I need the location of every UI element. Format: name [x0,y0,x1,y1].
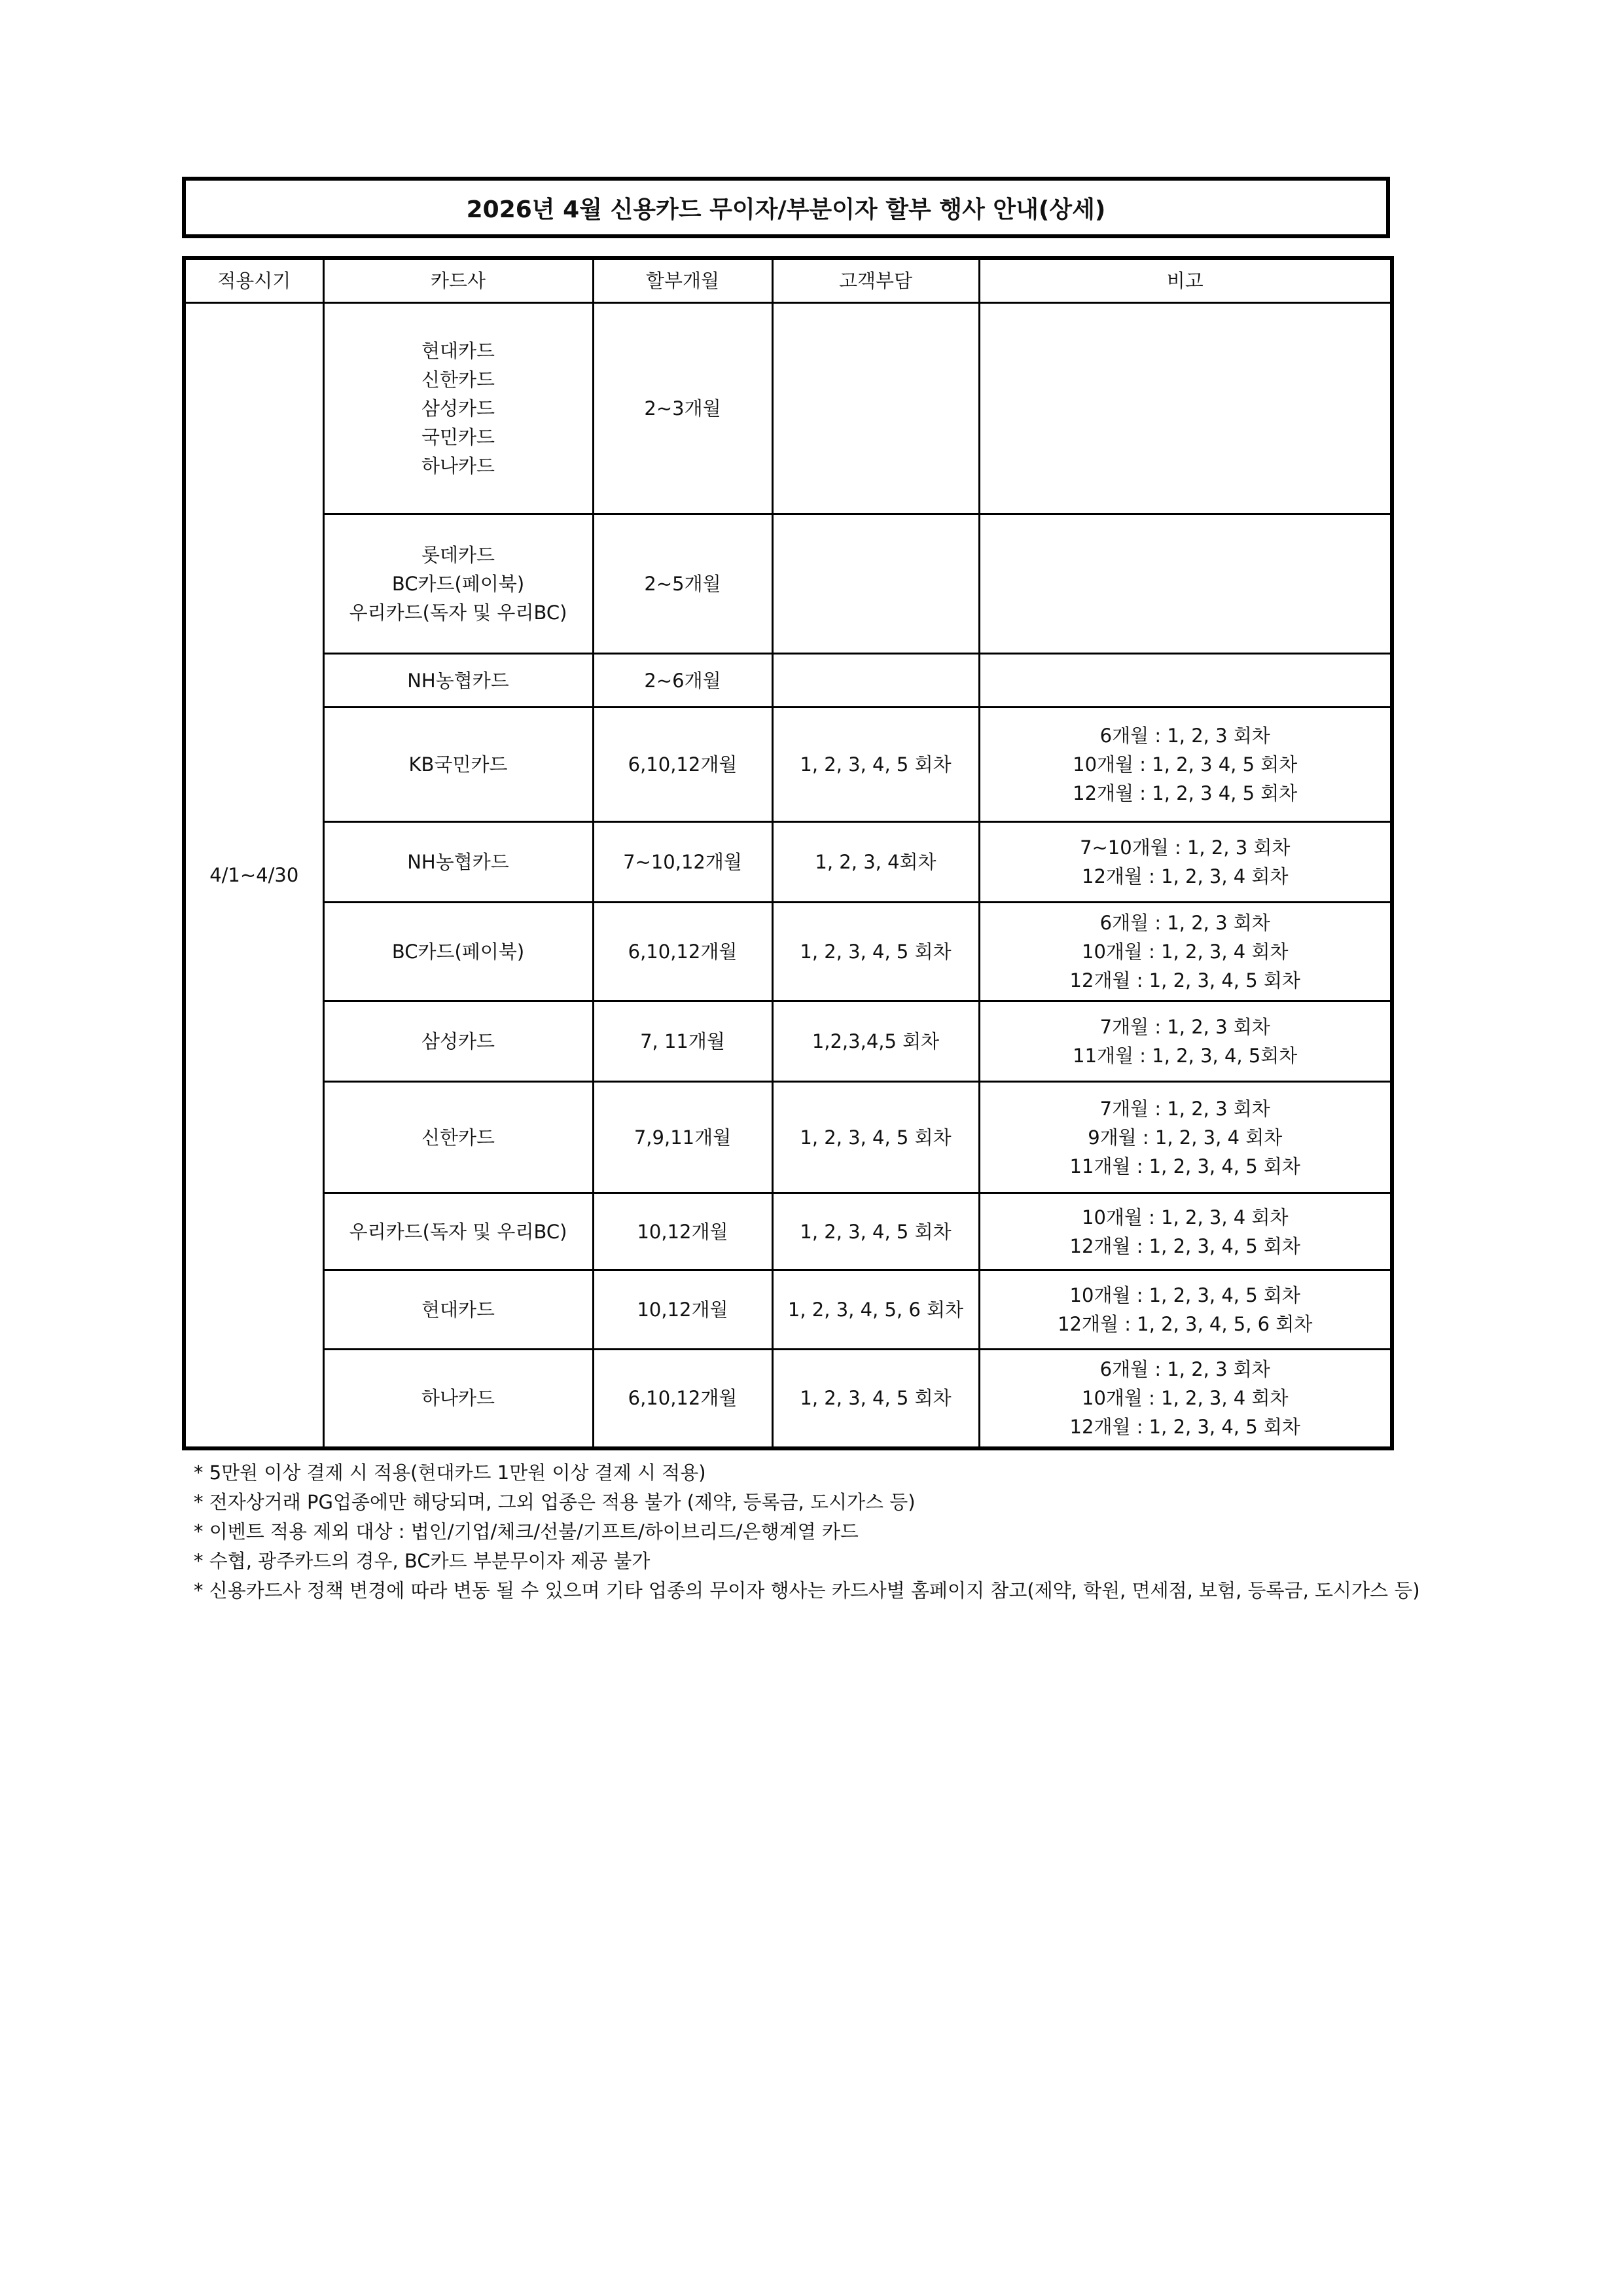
header-customer-burden: 고객부담 [772,258,979,303]
footnote-line: * 수협, 광주카드의 경우, BC카드 부분무이자 제공 불가 [194,1550,651,1572]
header-remarks: 비고 [979,258,1392,303]
remark-line: 6개월 : 1, 2, 3 회차 [1099,725,1270,747]
card-company-cell [323,1001,593,1082]
card-company-name: NH농협카드 [407,669,509,692]
remark-line: 10개월 : 1, 2, 3, 4 회차 [1082,1206,1289,1229]
installment-months-cell: 2~6개월 [593,654,772,708]
customer-burden-cell: 1, 2, 3, 4, 5 회차 [772,903,979,1001]
card-company-cell [323,1082,593,1193]
customer-burden-cell [772,303,979,514]
table-row [184,1193,1392,1270]
card-company-name: BC카드(페이북) [391,941,525,963]
remarks-cell [979,708,1392,822]
installment-table [182,256,1394,1450]
installment-months-cell: 2~5개월 [593,514,772,654]
remark-line: 12개월 : 1, 2, 3 4, 5 회차 [1073,782,1298,804]
remarks-cell [979,1350,1392,1448]
table-row [184,822,1392,903]
table-body [184,303,1392,1448]
remarks-cell [979,822,1392,903]
card-company-name: 현대카드 [421,340,495,362]
customer-burden-cell: 1, 2, 3, 4, 5 회차 [772,708,979,822]
card-company-name: KB국민카드 [408,753,508,776]
remark-line: 7~10개월 : 1, 2, 3 회차 [1080,836,1291,859]
remark-line: 10개월 : 1, 2, 3 4, 5 회차 [1073,753,1298,776]
card-company-name: 현대카드 [421,1299,495,1321]
remark-line: 10개월 : 1, 2, 3, 4 회차 [1082,941,1289,963]
installment-months-cell: 6,10,12개월 [593,903,772,1001]
table-row [184,654,1392,708]
header-installment-months: 할부개월 [593,258,772,303]
remarks-cell [979,1193,1392,1270]
remark-line: 12개월 : 1, 2, 3, 4 회차 [1082,865,1289,888]
remark-line: 10개월 : 1, 2, 3, 4 회차 [1082,1387,1289,1410]
remarks-cell [979,903,1392,1001]
table-row [184,1270,1392,1350]
card-company-cell [323,1350,593,1448]
card-company-name: 삼성카드 [421,1030,495,1052]
footnote-line: * 신용카드사 정책 변경에 따라 변동 될 수 있으며 기타 업종의 무이자 행사는 카드사별 홈페이지 참고(제약, 학원, 면세점, 보험, 등록금, 도시가스 등) [194,1579,1420,1602]
card-company-cell [323,903,593,1001]
table-row [184,903,1392,1001]
card-company-name: 삼성카드 [421,397,495,420]
customer-burden-cell: 1, 2, 3, 4회차 [772,822,979,903]
remarks-cell [979,1001,1392,1082]
table-row [184,514,1392,654]
card-company-name: 신한카드 [421,368,495,391]
customer-burden-cell: 1, 2, 3, 4, 5, 6 회차 [772,1270,979,1350]
card-company-name: BC카드(페이북) [391,573,525,595]
customer-burden-cell: 1, 2, 3, 4, 5 회차 [772,1082,979,1193]
table-header-row [184,258,1392,303]
remark-line: 9개월 : 1, 2, 3, 4 회차 [1088,1126,1283,1149]
remarks-cell [979,654,1392,708]
card-company-name: 국민카드 [421,426,495,448]
remark-line: 6개월 : 1, 2, 3 회차 [1099,1358,1270,1381]
page-title: 2026년 4월 신용카드 무이자/부분이자 할부 행사 안내(상세) [466,196,1106,223]
card-company-cell [323,708,593,822]
card-company-cell [323,514,593,654]
card-company-cell [323,822,593,903]
footnotes [194,1458,1568,1605]
header-card-company: 카드사 [323,258,593,303]
table-row [184,1082,1392,1193]
installment-months-cell: 7, 11개월 [593,1001,772,1082]
installment-months-cell: 6,10,12개월 [593,1350,772,1448]
card-company-name: 신한카드 [421,1126,495,1149]
card-company-name: 롯데카드 [421,544,495,566]
remarks-cell [979,514,1392,654]
remarks-cell [979,1082,1392,1193]
installment-months-cell: 10,12개월 [593,1270,772,1350]
remark-line: 11개월 : 1, 2, 3, 4, 5 회차 [1069,1155,1300,1177]
installment-months-cell: 6,10,12개월 [593,708,772,822]
remark-line: 7개월 : 1, 2, 3 회차 [1099,1016,1270,1038]
customer-burden-cell [772,514,979,654]
remark-line: 10개월 : 1, 2, 3, 4, 5 회차 [1069,1284,1300,1306]
table-row [184,1001,1392,1082]
remark-line: 7개월 : 1, 2, 3 회차 [1099,1097,1270,1120]
remark-line: 12개월 : 1, 2, 3, 4, 5 회차 [1069,1416,1300,1439]
remark-line: 6개월 : 1, 2, 3 회차 [1099,912,1270,934]
remark-line: 12개월 : 1, 2, 3, 4, 5 회차 [1069,1234,1300,1257]
customer-burden-cell [772,654,979,708]
footnote-line: * 이벤트 적용 제외 대상 : 법인/기업/체크/선불/기프트/하이브리드/은행계열 카드 [194,1520,859,1543]
card-company-name: 하나카드 [421,1387,495,1410]
period-cell: 4/1~4/30 [184,303,323,1448]
remark-line: 12개월 : 1, 2, 3, 4, 5 회차 [1069,969,1300,992]
customer-burden-cell: 1, 2, 3, 4, 5 회차 [772,1350,979,1448]
table-row [184,708,1392,822]
remark-line: 12개월 : 1, 2, 3, 4, 5, 6 회차 [1058,1313,1313,1335]
table-row [184,1350,1392,1448]
card-company-name: 우리카드(독자 및 우리BC) [349,1220,567,1243]
installment-months-cell: 7~10,12개월 [593,822,772,903]
remark-line: 11개월 : 1, 2, 3, 4, 5회차 [1073,1045,1298,1067]
customer-burden-cell: 1,2,3,4,5 회차 [772,1001,979,1082]
table-row [184,303,1392,514]
title-box [182,177,1390,238]
remarks-cell [979,1270,1392,1350]
customer-burden-cell: 1, 2, 3, 4, 5 회차 [772,1193,979,1270]
installment-months-cell: 7,9,11개월 [593,1082,772,1193]
footnote-line: * 전자상거래 PG업종에만 해당되며, 그외 업종은 적용 불가 (제약, 등록금, 도시가스 등) [194,1491,916,1513]
card-company-cell [323,303,593,514]
installment-months-cell: 10,12개월 [593,1193,772,1270]
installment-months-cell: 2~3개월 [593,303,772,514]
card-company-name: NH농협카드 [407,851,509,873]
card-company-name: 우리카드(독자 및 우리BC) [349,601,567,624]
header-period: 적용시기 [184,258,323,303]
footnote-line: * 5만원 이상 결제 시 적용(현대카드 1만원 이상 결제 시 적용) [194,1462,706,1484]
card-company-cell [323,1193,593,1270]
card-company-cell [323,1270,593,1350]
card-company-name: 하나카드 [421,455,495,477]
card-company-cell [323,654,593,708]
remarks-cell [979,303,1392,514]
